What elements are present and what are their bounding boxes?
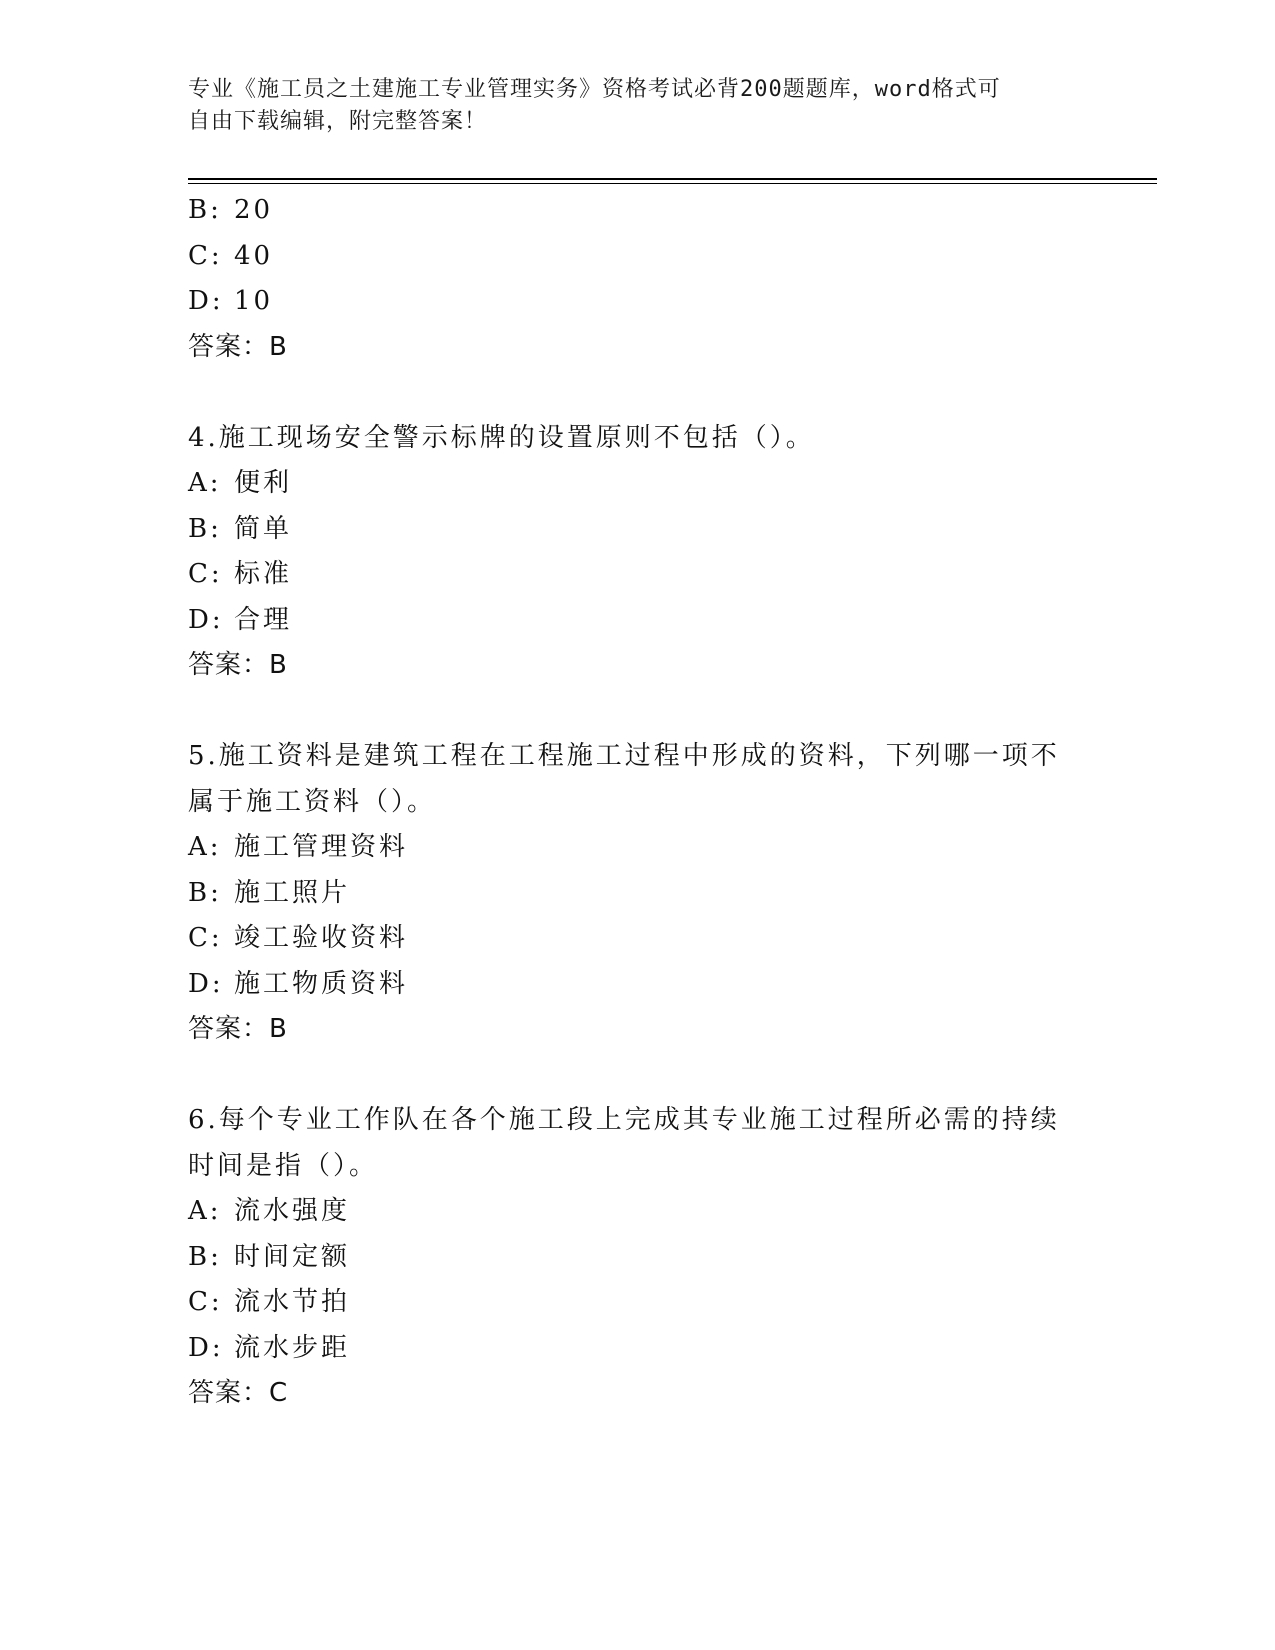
option-letter: C:: [188, 1287, 223, 1317]
header-divider-thin: [188, 183, 1157, 184]
option-text: 竣工验收资料: [234, 923, 409, 953]
question-4: [188, 416, 1088, 689]
spacer: [188, 689, 1088, 735]
option-text: 时间定额: [234, 1241, 351, 1272]
option-letter: B:: [188, 877, 222, 908]
option-letter: A:: [188, 468, 222, 498]
option-a: [188, 825, 1088, 871]
option-text: 20: [234, 195, 274, 225]
answer-line: 答案：B: [188, 650, 288, 680]
option-letter: B:: [188, 1241, 222, 1272]
question-stem-line-1: 6.每个专业工作队在各个施工段上完成其专业施工过程所必需的持续: [188, 1105, 1060, 1135]
option-text: 简单: [234, 513, 293, 544]
option-a: [188, 1189, 1088, 1235]
option-text: 标准: [234, 559, 293, 589]
option-c: [188, 552, 1088, 598]
option-b: [188, 871, 1088, 917]
option-text: 便利: [234, 468, 293, 498]
option-text: 施工物质资料: [234, 968, 409, 999]
spacer: [188, 1053, 1088, 1099]
question-stem-line-2: 时间是指（）。: [188, 1150, 379, 1181]
header-line-2: 自由下载编辑，附完整答案！: [188, 109, 488, 134]
option-letter: C:: [188, 559, 223, 589]
option-text: 合理: [234, 604, 293, 635]
question-stem: 4.施工现场安全警示标牌的设置原则不包括（）。: [188, 422, 815, 453]
document-header: [188, 74, 1088, 138]
option-text: 流水强度: [234, 1196, 351, 1226]
question-stem-line-2: 属于施工资料（）。: [188, 786, 437, 817]
option-letter: D:: [188, 1332, 224, 1363]
option-b: [188, 507, 1088, 553]
option-letter: D:: [188, 604, 224, 635]
question-3-continued: [188, 188, 1088, 370]
answer-line: 答案：C: [188, 1378, 289, 1408]
option-b: [188, 188, 1088, 234]
option-text: 10: [234, 286, 274, 316]
option-letter: C:: [188, 240, 223, 271]
header-divider: [188, 178, 1157, 180]
option-letter: D:: [188, 968, 224, 999]
header-line-1: 专业《施工员之土建施工专业管理实务》资格考试必背200题题库，word格式可: [188, 77, 1001, 102]
option-d: [188, 962, 1088, 1008]
option-c: [188, 916, 1088, 962]
option-a: [188, 461, 1088, 507]
option-b: [188, 1235, 1088, 1281]
option-text: 施工管理资料: [234, 832, 409, 862]
answer-line: 答案：B: [188, 1014, 288, 1044]
option-text: 流水节拍: [234, 1287, 351, 1317]
spacer: [188, 370, 1088, 416]
option-d: [188, 598, 1088, 644]
option-c: [188, 234, 1088, 280]
question-list: [188, 188, 1088, 1417]
option-letter: B:: [188, 513, 222, 544]
option-d: [188, 279, 1088, 325]
option-text: 40: [234, 240, 274, 271]
option-c: [188, 1280, 1088, 1326]
question-6: [188, 1098, 1088, 1417]
option-text: 施工照片: [234, 877, 351, 908]
answer-line: 答案：B: [188, 331, 288, 362]
question-5: [188, 734, 1088, 1053]
option-letter: C:: [188, 923, 223, 953]
option-letter: A:: [188, 1196, 222, 1226]
option-letter: D:: [188, 286, 224, 316]
question-stem-line-1: 5.施工资料是建筑工程在工程施工过程中形成的资料，下列哪一项不: [188, 741, 1060, 771]
option-letter: A:: [188, 832, 222, 862]
option-letter: B:: [188, 195, 222, 225]
option-text: 流水步距: [234, 1332, 351, 1363]
option-d: [188, 1326, 1088, 1372]
